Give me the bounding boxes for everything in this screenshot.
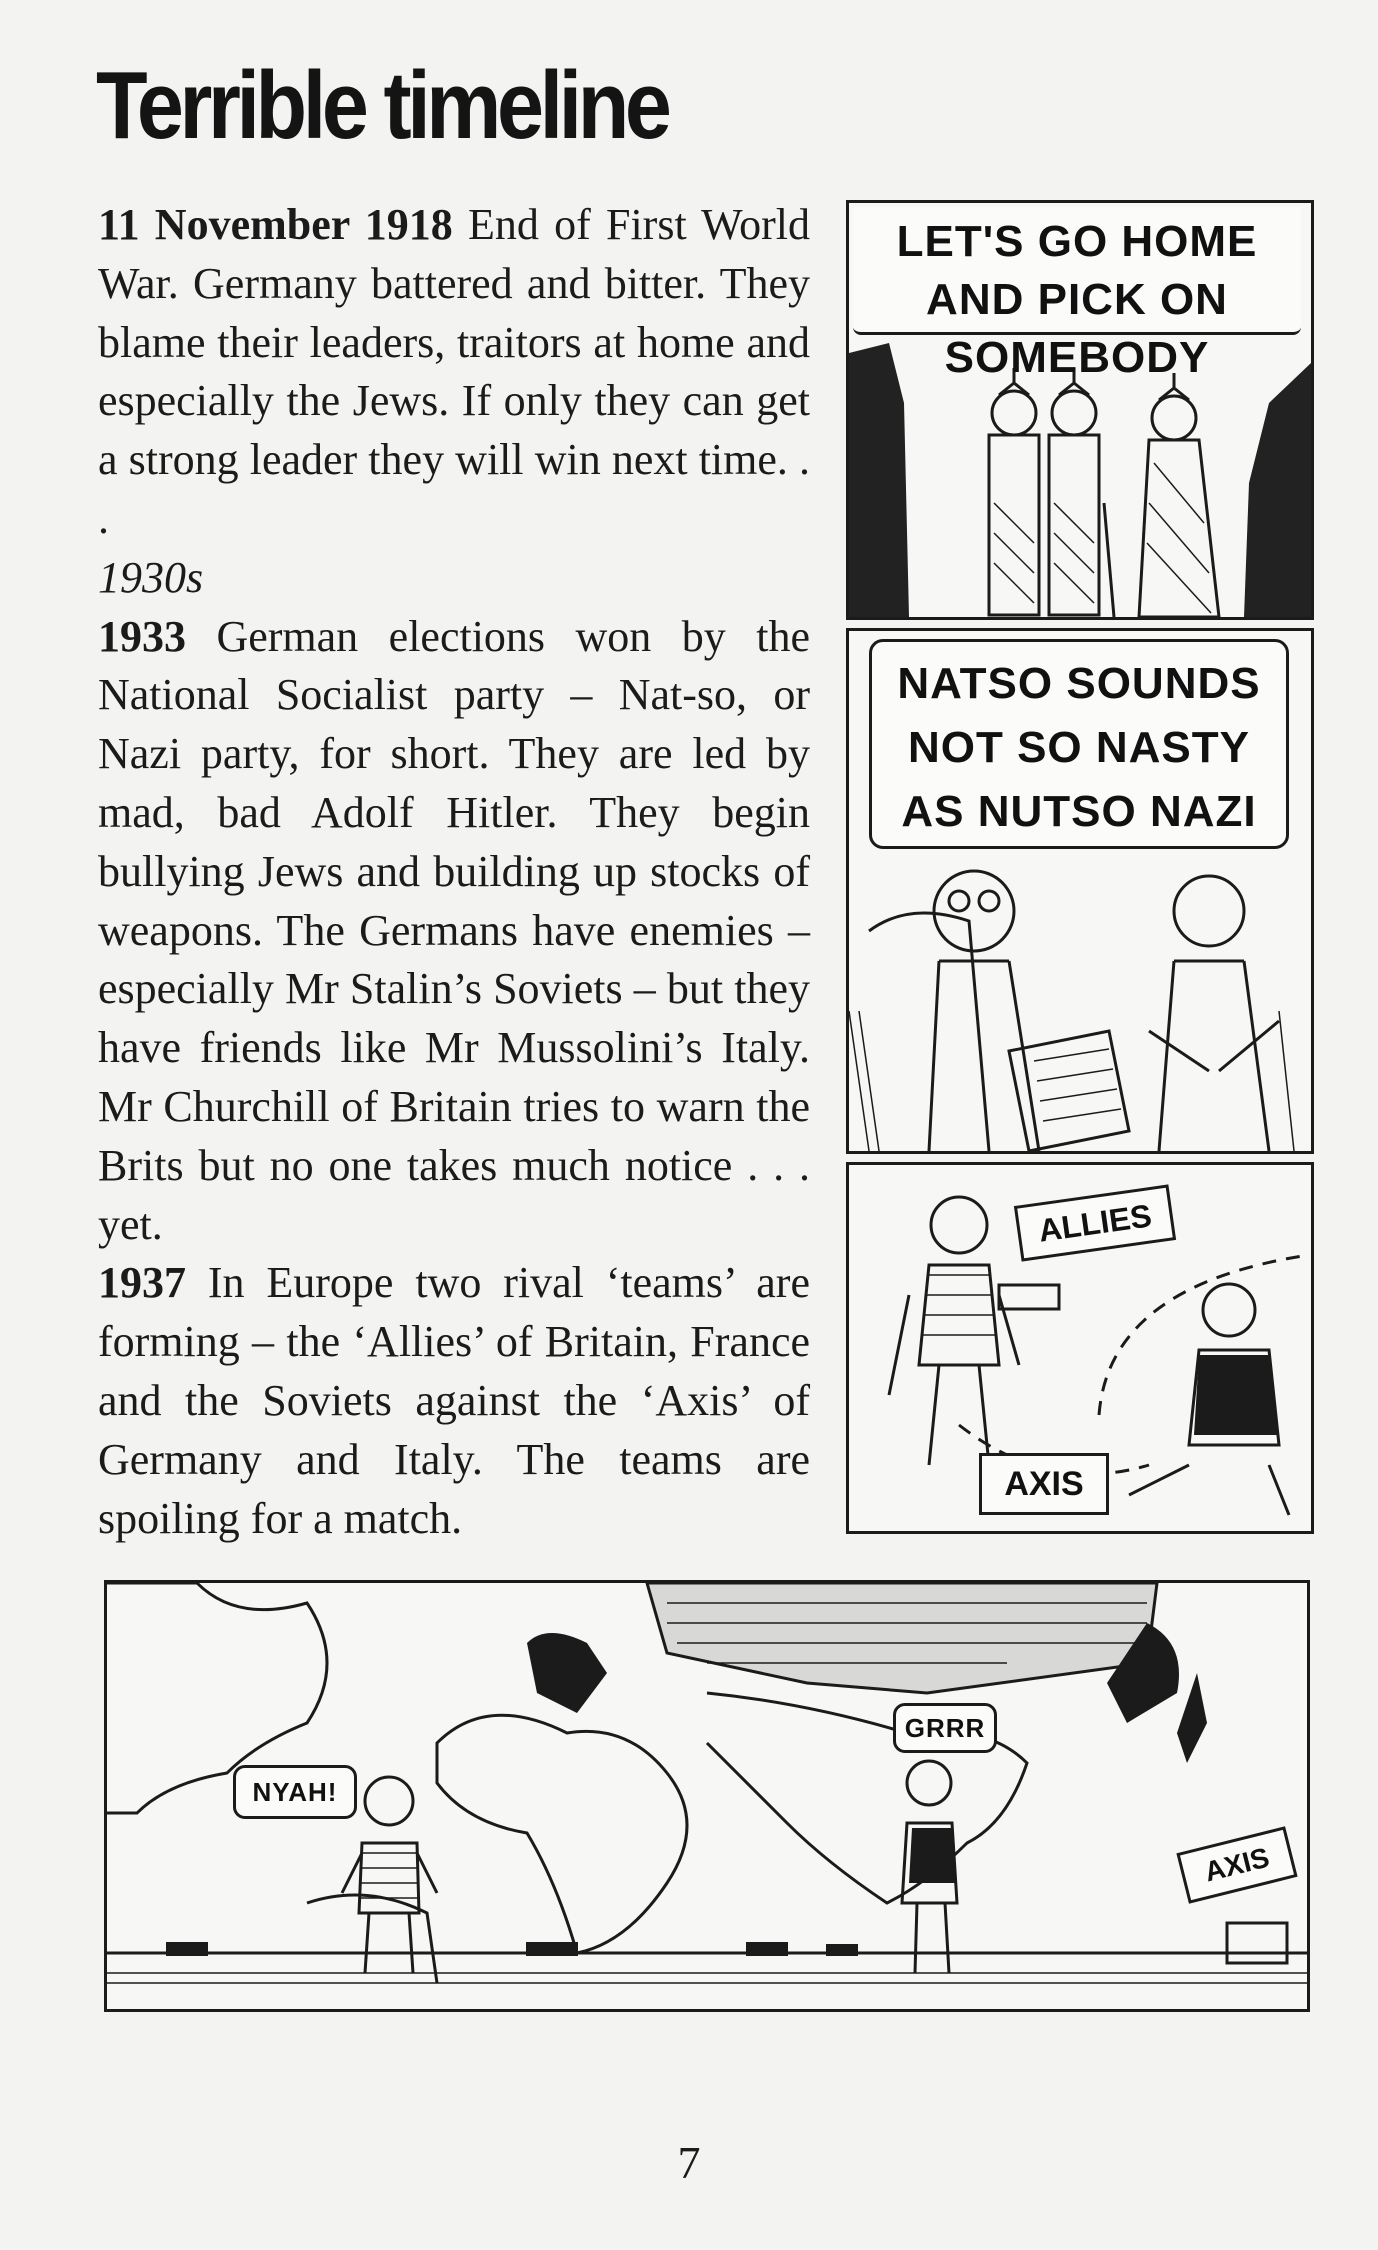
cartoon-panel-world-map [104,1580,1310,2012]
timeline-entry-1933 [98,608,810,1255]
page-title: Terrible timeline [96,52,668,159]
timeline-text [98,196,810,1548]
page-number: 7 [677,2137,701,2188]
allies-sign: ALLIES [1014,1184,1176,1261]
axis-sign: AXIS [979,1453,1109,1515]
cartoon-panel-soldiers [846,200,1314,620]
entry-text: German elections won by the National Socialist party – Nat-so, or Nazi party, for short. They are led by mad, bad Adolf Hitler. They begin bullying Jews and building up stocks of weapons. The Germans have enemies – especially Mr Stalin’s Soviets – but they have friends like Mr Mussolini’s Italy. Mr Churchill of Britain tries to warn the Brits but no one takes much notice . . . yet. [98,611,810,1249]
cartoon-panel-couple [846,628,1314,1154]
entry-date: 11 November 1918 [98,200,453,249]
timeline-entry-1918 [98,196,810,549]
timeline-entry-1937 [98,1254,810,1548]
cartoon-panel-teams [846,1162,1314,1534]
entry-date: 1937 [98,1258,186,1308]
speech-bubble: LET'S GO HOME AND PICK ON SOMEBODY [853,207,1301,335]
speech-bubble-nyah: NYAH! [233,1765,357,1819]
axis-sign: AXIS [1176,1826,1297,1904]
entry-date: 1933 [98,611,186,661]
decade-heading: 1930s [98,552,204,602]
entry-text: End of First World War. Germany battered and bitter. They blame their leaders, traitors at home and especially the Jews. If only they can get a strong leader they will win next time. . . [98,200,811,543]
speech-bubble-grrr: GRRR [893,1703,997,1753]
speech-bubble: NATSO SOUNDS NOT SO NASTY AS NUTSO NAZI [869,639,1289,849]
entry-text: In Europe two rival ‘teams’ are forming – the ‘Allies’ of Britain, France and the Soviets against the ‘Axis’ of Germany and Italy. The teams are spoiling for a match. [98,1258,810,1543]
